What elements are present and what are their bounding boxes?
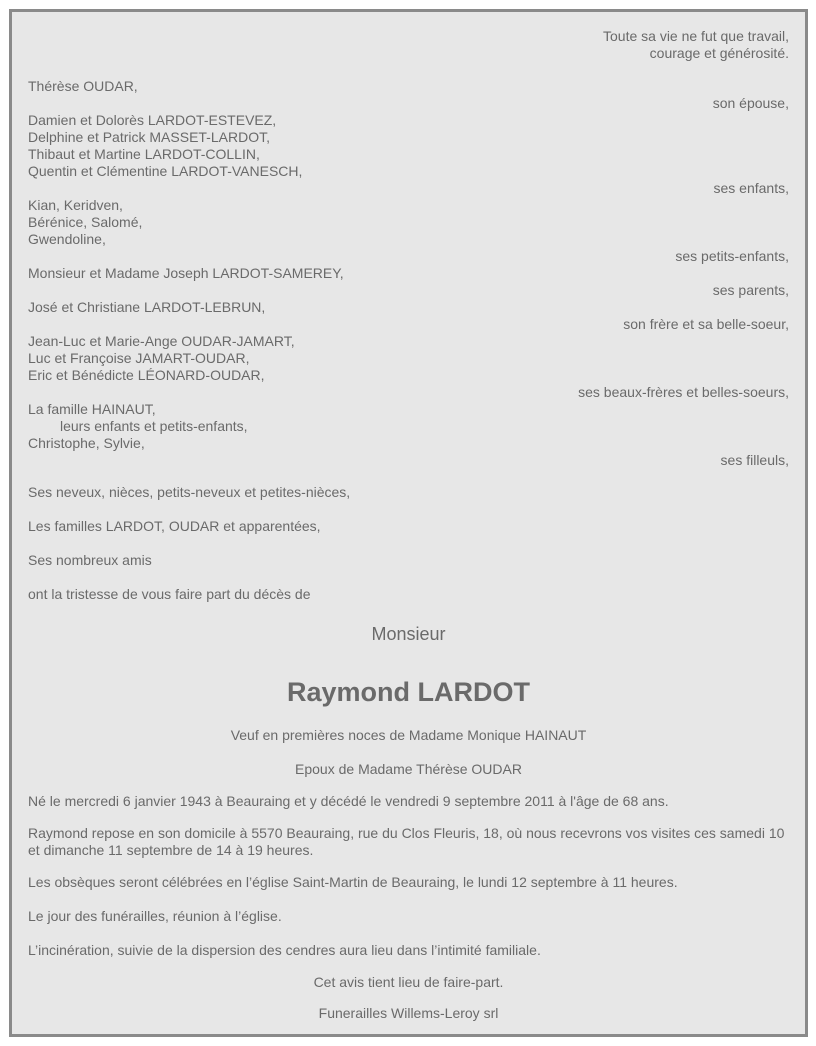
inlaw-1: Jean-Luc et Marie-Ange OUDAR-JAMART,: [28, 333, 295, 349]
obituary-card: [9, 9, 808, 1037]
deceased-title: Monsieur: [371, 624, 446, 644]
undertaker-line: Funerailles Willems-Leroy srl: [318, 1005, 499, 1021]
brother-name: José et Christiane LARDOT-LEBRUN,: [28, 299, 266, 315]
children-role: ses enfants,: [713, 180, 789, 196]
inlaw-2: Luc et Françoise JAMART-OUDAR,: [28, 350, 250, 366]
godchildren-role: ses filleuls,: [720, 452, 789, 468]
spouse-line: Epoux de Madame Thérèse OUDAR: [295, 761, 522, 777]
parents-name: Monsieur et Madame Joseph LARDOT-SAMEREY,: [28, 265, 344, 281]
meeting-line: Le jour des funérailles, réunion à l’église.: [28, 908, 282, 924]
families-line: Les familles LARDOT, OUDAR et apparentées,: [28, 518, 321, 534]
child-1: Damien et Dolorès LARDOT-ESTEVEZ,: [28, 112, 277, 128]
child-4: Quentin et Clémentine LARDOT-VANESCH,: [28, 163, 303, 179]
inlaws-role: ses beaux-frères et belles-soeurs,: [578, 384, 789, 400]
godchild-3: Christophe, Sylvie,: [28, 435, 145, 451]
child-3: Thibaut et Martine LARDOT-COLLIN,: [28, 146, 260, 162]
repose-paragraph: Raymond repose en son domicile à 5570 Beauraing, rue du Clos Fleuris, 18, où nous recevrons vos visites ces samedi 10 et dimanche 11 septembre de 14 à 19 heures.: [28, 825, 785, 858]
godchild-1: La famille HAINAUT,: [28, 401, 156, 417]
grandchild-3: Gwendoline,: [28, 231, 106, 247]
epigraph-line-1: Toute sa vie ne fut que travail,: [603, 28, 789, 44]
deceased-name: Raymond LARDOT: [287, 677, 530, 707]
grandchild-1: Kian, Keridven,: [28, 197, 123, 213]
funeral-line: Les obsèques seront célébrées en l’église Saint-Martin de Beauraing, le lundi 12 septembre à 11 heures.: [28, 874, 678, 890]
inlaw-3: Eric et Bénédicte LÉONARD-OUDAR,: [28, 367, 265, 383]
wife-name: Thérèse OUDAR,: [28, 78, 138, 94]
nephews-line: Ses neveux, nièces, petits-neveux et petites-nièces,: [28, 484, 351, 500]
brother-role: son frère et sa belle-soeur,: [623, 316, 789, 332]
grandchild-2: Bérénice, Salomé,: [28, 214, 143, 230]
widower-line: Veuf en premières noces de Madame Monique HAINAUT: [230, 727, 587, 743]
grandchildren-role: ses petits-enfants,: [675, 248, 789, 264]
wife-role: son épouse,: [712, 95, 789, 111]
child-2: Delphine et Patrick MASSET-LARDOT,: [28, 129, 270, 145]
announcement-line: ont la tristesse de vous faire part du décès de: [28, 586, 311, 602]
birth-death-line: Né le mercredi 6 janvier 1943 à Beauraing et y décédé le vendredi 9 septembre 2011 à l'âge de 68 ans.: [28, 793, 669, 809]
friends-line: Ses nombreux amis: [28, 552, 152, 568]
parents-role: ses parents,: [712, 282, 789, 298]
godchild-2: leurs enfants et petits-enfants,: [60, 418, 248, 434]
cremation-line: L’incinération, suivie de la dispersion des cendres aura lieu dans l’intimité familiale.: [28, 942, 541, 958]
notice-line: Cet avis tient lieu de faire-part.: [313, 974, 504, 990]
epigraph-line-2: courage et générosité.: [649, 45, 789, 61]
